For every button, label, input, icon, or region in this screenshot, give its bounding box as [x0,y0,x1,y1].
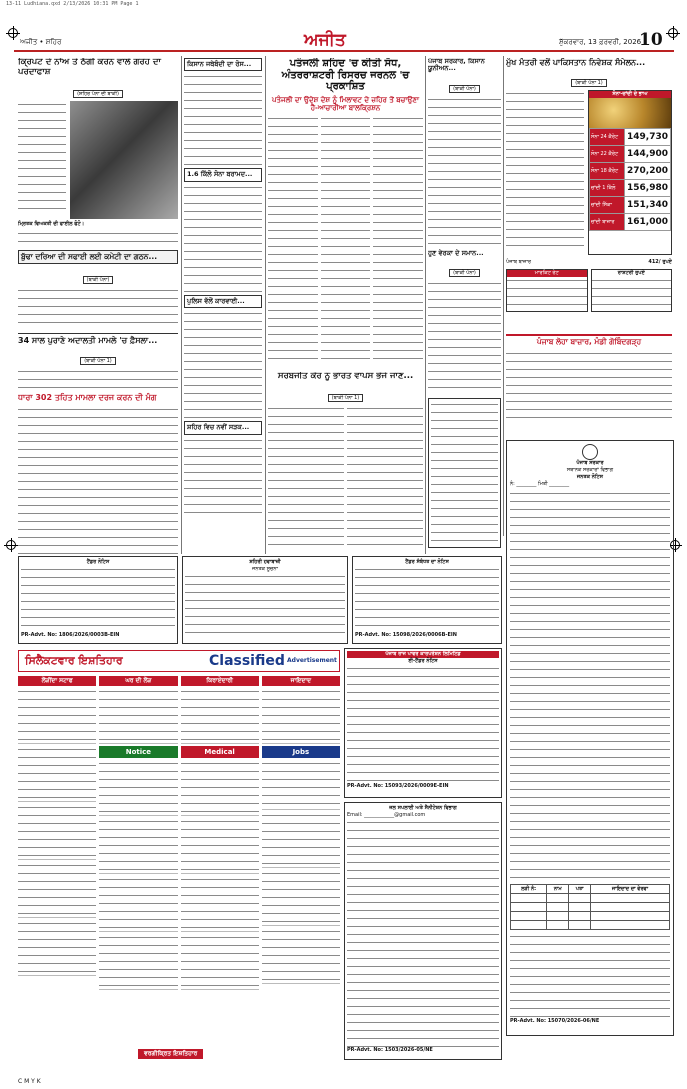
classified-item [99,818,177,874]
notice-body [21,566,175,632]
body-text [18,230,178,246]
classified-item [181,876,259,932]
classified-column [18,676,96,1061]
govt-emblem-icon [582,444,598,460]
gold-rate-value: 151,340 [625,197,671,214]
headline: ਪੰਜਾਬ ਲੋਹਾ ਬਾਜ਼ਾਰ, ਮੰਡੀ ਗੋਬਿੰਦਗੜ੍ਹ [506,334,672,347]
notice-title: ਸ਼ਹਿਰੀ ਹਵਾਬਾਜ਼ੀ [249,559,281,565]
body-text [321,115,371,365]
notice-table-cell [547,894,569,903]
rates-list [592,277,672,311]
lead-headline-2: ਅੰਤਰਰਾਸ਼ਟਰੀ ਰਿਸਰਚ ਜਰਨਲ 'ਚ ਪ੍ਰਕਾਸ਼ਿਤ [281,69,410,92]
lead-story [268,58,423,368]
continuation-tag: (ਬਾਕੀ ਪੰਨਾ) [449,85,480,93]
notice-body [355,566,499,632]
notice-title: ਜਲ ਸਪਲਾਈ ਅਤੇ ਸੈਨੀਟੇਸ਼ਨ ਵਿਭਾਗ [389,805,457,811]
notice-code: PR-Advt. No: 1503/2026-05/NE [347,1047,433,1053]
classified-item [181,688,259,744]
notice-table-cell [569,894,591,903]
body-text [506,350,672,420]
body-text [506,90,584,250]
notice-table-cell [511,903,547,912]
continuation-tag: (ਬਾਕੀ ਪੰਨਾ) [449,269,480,277]
classified-item [18,746,96,802]
rates-list [507,277,587,311]
rates-right-title: ਰਾਸ਼ਟਰੀ ਰੁਪਏ [617,270,645,277]
body-text [18,101,66,213]
gold-rate-row [590,180,671,197]
classified-item [18,862,96,918]
notice-body [347,665,499,783]
notice-subtitle: ਜਨਤਕ ਸੂਚਨਾ [252,566,278,572]
classified-column-head: ਕਿਰਾਏਦਾਰੀ [181,676,259,686]
notice-type: ਜਨਤਕ ਨੋਟਿਸ [576,474,603,480]
issue-date: ਸ਼ੁੱਕਰਵਾਰ, 13 ਫ਼ਰਵਰੀ, 2026 [559,38,642,46]
body-text [268,405,344,552]
middle-story [268,372,423,552]
notice-table-header-cell: ਲੜੀ ਨੰ: [511,885,547,894]
continuation-tag: (ਬਾਕੀ ਪੰਨਾ 1) [571,79,607,87]
classified-column [262,676,340,1061]
gold-rates-box [588,90,672,255]
column-rule [181,56,182,554]
notice-table-cell [511,894,547,903]
body-text [268,115,318,365]
notice-table-cell [511,921,547,930]
classified-badge: Medical [181,746,259,758]
print-slug: 13-11 Ludhiana.qxd 2/13/2026 10:31 PM Page 1 [6,1,139,7]
small-notice [431,401,498,545]
classified-item [18,920,96,976]
notice-table-row [511,903,670,912]
headline: ਪੁਲਿਸ ਵੱਲੋਂ ਕਾਰਵਾਈ... [187,296,245,305]
notice-table-header [511,885,670,894]
notice-table-cell [569,921,591,930]
notice-table [510,884,670,930]
gold-photo [589,98,671,128]
column-5 [428,58,501,553]
classified-badge: Jobs [262,746,340,758]
classified-label-english: Classified [209,653,285,669]
gold-rate-label: ਸੋਨਾ 22 ਕੈਰੇਟ [590,146,625,163]
notice-table-header-cell: ਪਤਾ [569,885,591,894]
continuation-tag: (ਬਾਕੀ ਪੰਨਾ) [83,276,114,284]
classified-footer: ਵਰਗੀਕ੍ਰਿਤ ਇਸ਼ਤਿਹਾਰ [138,1049,203,1059]
lead-subhead: ਪਤੰਜਲੀ ਦਾ ਉਦੇਸ਼ ਦੇਸ਼ ਨੂੰ ਮਿਲਾਵਟ ਦੇ ਜ਼ਹਿਰ ਤੋਂ ਬਚਾਉਣਾ ਹੈ-ਆਚਾਰੀਆ ਬਾਲਕ੍ਰਿਸ਼ਨ [272,95,419,112]
water-notice [344,802,502,1060]
notice-body [185,573,345,633]
page-number: 10 [639,30,663,50]
gold-rate-value: 161,000 [625,214,671,231]
gold-rate-value: 270,200 [625,163,671,180]
photo-caption: ਮ੍ਰਿਤਕ ਵਿਅਕਤੀ ਦੀ ਫਾਈਲ ਫੋਟੋ। [18,220,85,227]
gold-rate-label: ਚਾਂਦੀ ਬਾਜ਼ਾਰ [590,214,625,231]
subhead: ਧਾਰਾ 302 ਤਹਿਤ ਮਾਮਲਾ ਦਰਜ ਕਰਨ ਦੀ ਮੰਗ [18,393,157,403]
headline: ਬੁੱਢਾ ਦਰਿਆ ਦੀ ਸਫਾਈ ਲਈ ਕਮੇਟੀ ਦਾ ਗਠਨ... [21,251,158,261]
body-text [184,184,262,292]
headline: ਸਰਬਜੀਤ ਕੌਰ ਨੂੰ ਭਾਰਤ ਵਾਪਸ ਭੇਜੇ ਜਾਣ... [277,372,414,381]
gold-rate-row [590,146,671,163]
headline: 34 ਸਾਲ ਪੁਰਾਣੇ ਅਦਾਲਤੀ ਮਾਮਲੇ 'ਚ ਫ਼ੈਸਲਾ... [18,333,178,345]
classified-column [99,676,177,1061]
notice-table-cell [591,921,670,930]
classified-item [18,804,96,860]
classified-item [262,928,340,984]
notice-title: ਟੈਂਡਰ ਸੰਬੰਧਤ ਦਾ ਨੋਟਿਸ [405,559,449,565]
column-1 [18,58,178,558]
gold-rate-value: 149,730 [625,129,671,146]
headline: ਸ਼ਹਿਰ ਵਿਚ ਨਵੀਂ ਸੜਕ... [187,423,250,432]
classified-column-head: ਲੋੜੀਂਦਾ ਸਟਾਫ [18,676,96,686]
notice-table-cell [591,912,670,921]
classified-item [181,934,259,990]
classified-badge: Notice [99,746,177,758]
classified-column-head: ਜਾਇਦਾਦ [262,676,340,686]
gold-rate-value: 156,980 [625,180,671,197]
masthead: ਅਜੀਤ [304,30,346,50]
notice-body [510,933,670,1018]
notice-ref: ਨੰ: ________ ਮਿਤੀ ________ [510,481,570,487]
notice-body [510,490,670,880]
pspcl-title: ਪੰਜਾਬ ਰਾਜ ਪਾਵਰ ਕਾਰਪੋਰੇਸ਼ਨ ਲਿਮਿਟਿਡ [347,651,499,658]
classified-item [99,934,177,990]
notice-code: PR-Advt. No: 1806/2026/0003B-EIN [21,632,120,638]
headline: ਕਿਸਾਨ ਜਥੇਬੰਦੀ ਦਾ ਰੋਸ... [187,60,252,68]
continuation-tag: (ਸ਼ਹਿਰ ਪੰਨਾ ਦੀ ਬਾਕੀ) [73,90,123,98]
tender-notice-2 [352,556,502,644]
steel-market [506,334,672,434]
classified-label-english-2: Advertisement [287,657,337,664]
classified-banner [18,650,340,672]
body-text [184,437,262,517]
headline: ਪੰਜਾਬ ਸਰਕਾਰ, ਕਿਸਾਨ ਯੂਨੀਅਨ... [428,58,485,73]
column-rule [265,56,266,554]
notice-dept: ਸਥਾਨਕ ਸਰਕਾਰਾਂ ਵਿਭਾਗ [566,467,614,473]
notice-table-row [511,894,670,903]
body-text [184,310,262,418]
news-photo [70,101,178,219]
classified-grid [18,676,340,1061]
gold-rate-label: ਸੋਨਾ 18 ਕੈਰੇਟ [590,163,625,180]
column-rule [425,56,426,554]
column-rule [503,56,504,536]
classified-item [18,688,96,744]
tender-notice-1 [18,556,178,644]
notice-email: Email: ____________@gmail.com [347,812,426,818]
classified-column [181,676,259,1061]
notice-table-row [511,912,670,921]
gold-rate-label: ਚਾਂਦੀ 1 ਕਿੱਲੋ [590,180,625,197]
notice-code: PR-Advt. No: 15098/2026/0006B-EIN [355,632,457,638]
classified-item [181,760,259,816]
notice-code: PR-Advt. No: 15093/2026/0009E-EIN [347,783,449,789]
notice-table-row [511,921,670,930]
aviation-notice [182,556,348,644]
notice-title: ਪੰਜਾਬ ਸਰਕਾਰ [576,460,604,466]
gold-rate-row [590,129,671,146]
body-text [428,280,501,392]
headline: ਹੁਣ ਵੇਰਕਾ ਦੇ ਸਮਾਨ... [428,248,484,257]
notice-code: PR-Advt. No: 15070/2026-06/NE [510,1018,600,1024]
continuation-tag: (ਬਾਕੀ ਪੰਨਾ 1) [328,394,364,402]
notice-table-cell [547,903,569,912]
classified-label-punjabi: ਸਿਲੈਕਟਵਾਰ ਇਸ਼ਤਿਹਾਰ [25,654,123,667]
gold-rate-row [590,214,671,231]
body-text [18,406,178,556]
notice-table-cell [547,921,569,930]
notice-table-cell [591,903,670,912]
body-text [373,115,423,365]
body-text [428,96,501,246]
gold-rate-row [590,197,671,214]
classified-column-head: ਘਰ ਦੀ ਲੋੜ [99,676,177,686]
headline: ਮੁੱਖ ਮੰਤਰੀ ਵਲੋਂ ਪਾਕਿਸਤਾਨ ਨਿਵੇਸ਼ਕ ਸੰਮੇਲਨ... [506,58,646,67]
classified-item [262,812,340,868]
right-top [506,58,672,333]
classified-item [99,876,177,932]
gold-rates-title: ਸੋਨਾ-ਚਾਂਦੀ ਦੇ ਭਾਅ [589,91,671,98]
gold-rate-label: ਸੋਨਾ 24 ਕੈਰੇਟ [590,129,625,146]
notice-title: ਟੈਂਡਰ ਨੋਟਿਸ [86,559,110,565]
pspcl-tender [344,648,502,798]
classified-item [262,688,340,744]
body-text [18,368,178,390]
classified-item [262,760,340,810]
body-text [18,287,178,327]
notice-body [347,819,499,1047]
body-text [184,73,262,165]
column-2 [184,58,262,553]
headline: ਕ੍ਰਿਪਟੋ ਦੇ ਨਾਂਅ ਤੇ ਠੱਗੀ ਕਰਨ ਵਾਲੇ ਗਰੋਹ ਦਾ ਪਰਦਾਫਾਸ਼ [18,58,161,77]
market-label: ਪੰਜਾਬ ਬਾਜ਼ਾਰ [506,259,531,266]
lead-headline-1: ਪਤੰਜਲੀ ਸ਼ਹਿਦ 'ਚ ਕੀਤੀ ਸੋਧ, [289,58,402,69]
gold-rate-label: ਚਾਂਦੀ ਸਿੱਕਾ [590,197,625,214]
gold-rate-row [590,163,671,180]
body-text [347,405,423,552]
pspcl-subtitle: ਈ-ਟੈਂਡਰ ਨੋਟਿਸ [408,658,438,664]
headline: 1.6 ਕਿੱਲੋ ਸੋਨਾ ਬਰਾਮਦ... [187,170,253,179]
public-notice-right [506,440,674,1036]
registration-mark-icon [6,540,16,550]
section-label: ਅਜੀਤ • ਸ਼ਹਿਰ [20,38,62,46]
market-value: 412/ ਰੁਪਏ [648,259,672,266]
classified-item [99,688,177,744]
classified-item [99,760,177,816]
classified-item [181,818,259,874]
notice-table-cell [511,912,547,921]
notice-table-header-cell: ਜਾਇਦਾਦ ਦਾ ਵੇਰਵਾ [591,885,670,894]
gold-rate-value: 144,900 [625,146,671,163]
gold-rates-table [589,128,671,231]
notice-table-cell [569,903,591,912]
page-header [14,30,674,52]
notice-table-header-cell: ਨਾਮ [547,885,569,894]
notice-table-cell [547,912,569,921]
rates-left-title: ਮਾਰਕਿਟ ਰੇਟ [507,270,587,277]
color-bar: C M Y K [18,1078,41,1085]
notice-table-cell [591,894,670,903]
continuation-tag: (ਬਾਕੀ ਪੰਨਾ 1) [80,357,116,365]
notice-table-cell [569,912,591,921]
classified-item [262,870,340,926]
